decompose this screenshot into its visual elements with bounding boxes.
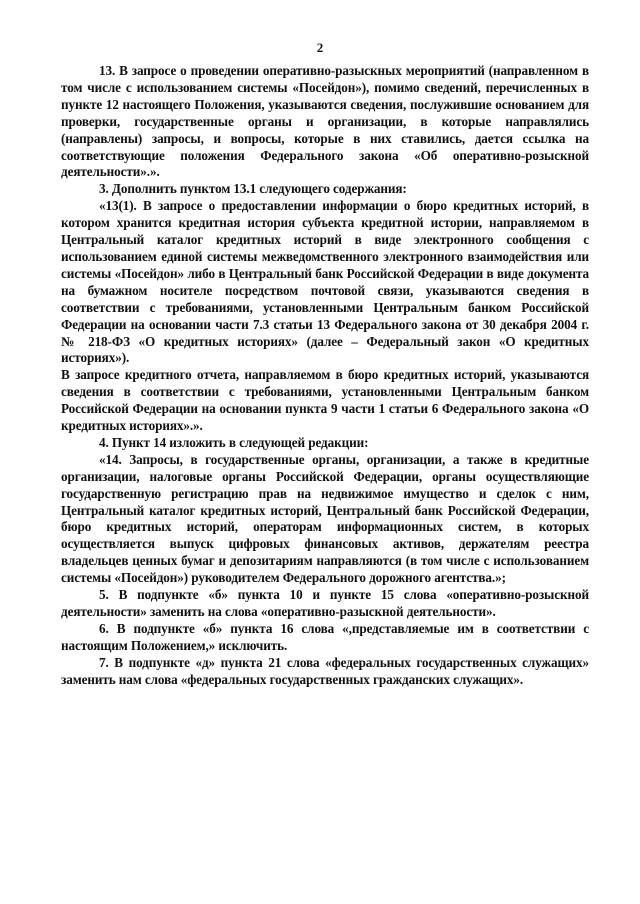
paragraph-13: 13. В запросе о проведении оперативно-разыскных мероприятий (направленном в том числе с использованием системы «Посейдон»), помимо сведений, перечисленных в пункте 12 настоящего Положения, указываются сведения, послужившие основанием для проверки, государственные органы и организации, в которые направлялись (направлены) запросы, и вопросы, которые в них ставились, дается ссылка на соответствующие положения Федерального закона «Об оперативно-розыскной деятельности».».	[61, 63, 589, 180]
paragraph-amend-5: 5. В подпункте «б» пункта 10 и пункте 15 слова «оперативно-розыскной деятельности» заменить на слова «оперативно-разыскной деятельности».	[61, 587, 589, 619]
paragraph-amend-7: 7. В подпункте «д» пункта 21 слова «федеральных государственных служащих» заменить нам слова «федеральных государственных гражданских служащих».	[61, 654, 589, 687]
page-number: 2	[316, 40, 324, 55]
paragraph-amend-4: 4. Пункт 14 изложить в следующей редакции:	[99, 434, 369, 450]
paragraph-amend-6: 6. В подпункте «б» пункта 16 слова «,представляемые им в соответствии с настоящим Положением,» исключить.	[61, 620, 589, 653]
paragraph-amend-3: 3. Дополнить пунктом 13.1 следующего содержания:	[99, 181, 407, 197]
paragraph-credit-report: В запросе кредитного отчета, направляемом в бюро кредитных историй, указываются сведения в соответствии с требованиями, установленными Центральным банком Российской Федерации на основании пункта 9 части 1 статьи 6 Федерального закона «О кредитных историях».».	[61, 367, 589, 434]
paragraph-14: «14. Запросы, в государственные органы, организации, а также в кредитные организации, налоговые органы Российской Федерации, органы осуществляющие государственную регистрацию прав на недвижимое имущество и сделок с ним, Центральный каталог кредитных историй, Центральный банк Российской Федерации, бюро кредитных историй, операторам информационных систем, в которых осуществляется выпуск цифровых финансовых активов, держателям реестра владельцев ценных бумаг и депозитариям направляются (в том числе с использованием системы «Посейдон») руководителем Федерального дорожного агентства.»;	[61, 451, 589, 586]
paragraph-13-1: «13(1). В запросе о предоставлении информации о бюро кредитных историй, в котором хранится кредитная история субъекта кредитной истории, направляемом в Центральный каталог кредитных историй в виде электронного сообщения с использованием единой системы межведомственного электронного взаимодействия или системы «Посейдон» либо в Центральный банк Российской Федерации в виде документа на бумажном носителе посредством почтовой связи, указываются сведения в соответствии с требованиями, установленными Центральным банком Российской Федерации на основании части 7.3 статьи 13 Федерального закона от 30 декабря 2004 г. № 218-ФЗ «О кредитных историях» (далее – Федеральный закон «О кредитных историях»).	[61, 198, 589, 366]
document-body	[61, 63, 589, 689]
